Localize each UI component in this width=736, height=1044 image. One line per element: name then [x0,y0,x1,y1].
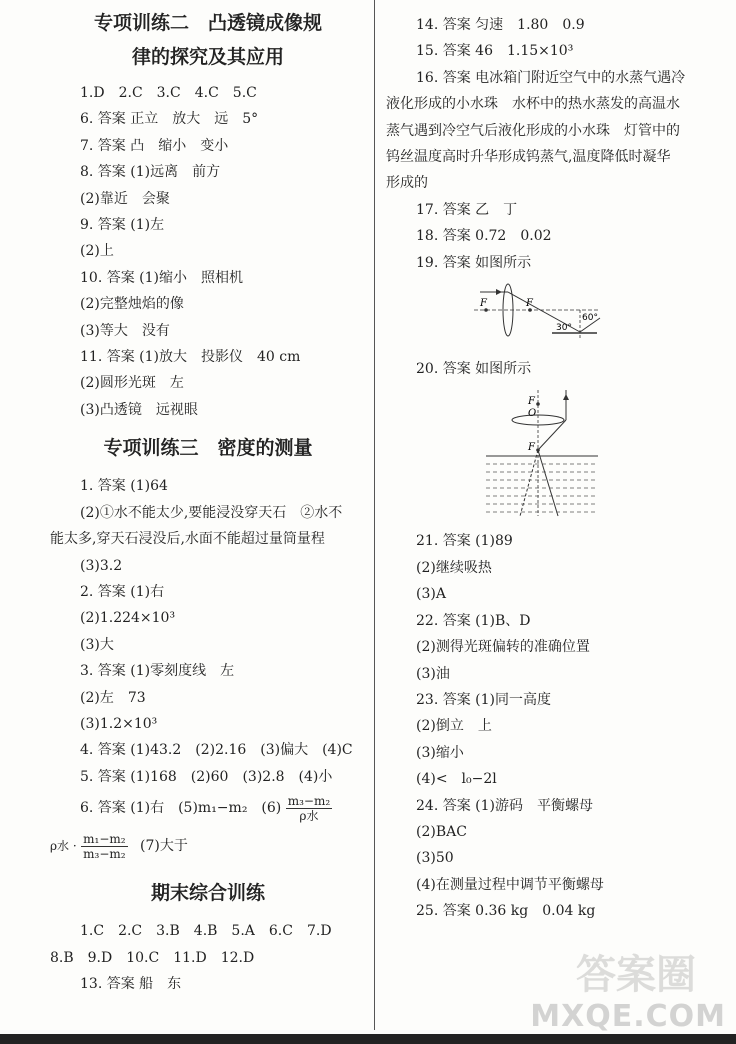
section-title-1b: 律的探究及其应用 [131,46,284,68]
section3-answers [50,918,366,997]
answer-line: (2)1.224×10³ [80,610,176,627]
answer-line: 形成的 [386,175,428,192]
answer-line: 24. 答案 (1)游码 平衡螺母 [416,797,593,814]
answer-line: 21. 答案 (1)89 [416,533,513,550]
answer-line: 25. 答案 0.36 kg 0.04 kg [416,903,596,920]
answer-line: 2. 答案 (1)右 [80,583,165,600]
answer-line: (2)BAC [416,823,467,840]
focal-label: F [526,298,533,310]
focal-label: F [528,396,535,408]
left-column [50,6,366,997]
section-title-1a: 专项训练二 凸透镜成像规 [93,12,322,34]
page-bottom-edge [0,1034,736,1044]
watermark-url: MXQE.COM [530,999,726,1034]
section-title-3: 期末综合训练 [150,882,265,905]
fraction-denominator: ρ水 [299,808,319,823]
answer-line: 20. 答案 如图所示 [416,361,532,378]
answer-line: (2)上 [80,243,114,260]
focal-label: F [480,298,487,310]
answer-line: (2)①水不能太少,要能浸没穿天石 ②水不 [80,504,343,521]
answer-line: (4)< l₀−2l [416,771,497,788]
answer-line: 16. 答案 电冰箱门附近空气中的水蒸气遇冷 [416,69,686,86]
answer-line: 10. 答案 (1)缩小 照相机 [80,269,243,286]
answer-line: 23. 答案 (1)同一高度 [416,691,551,708]
answer-line: (3)大 [80,636,114,653]
answer-line: 19. 答案 如图所示 [416,254,532,271]
fraction-numerator: m₃−m₂ [287,793,331,808]
answer-line: 6. 答案 正立 放大 远 5° [80,111,259,128]
answer-line: (2)靠近 会聚 [80,190,170,207]
answer-line: (3)缩小 [416,744,464,761]
answer-line: 1.C 2.C 3.B 4.B 5.A 6.C 7.D [80,923,332,940]
answer-line: 7. 答案 凸 缩小 变小 [80,137,229,154]
answer-line: 钨丝温度高时升华形成钨蒸气,温度降低时凝华 [386,149,671,166]
answer-line: (2)圆形光斑 左 [80,375,184,392]
answer-line: 13. 答案 船 东 [80,975,182,992]
answer-line: (2)左 73 [80,689,146,706]
answer-line: 14. 答案 匀速 1.80 0.9 [416,17,585,33]
q6-prefix: 6. 答案 (1)右 (5)m₁−m₂ (6) [80,800,282,817]
answer-line: 11. 答案 (1)放大 投影仪 40 cm [80,349,301,366]
fraction [81,832,127,861]
answer-line: (2)完整烛焰的像 [80,296,184,313]
answer-line: 液化形成的小水珠 水杯中的热水蒸发的高温水 [386,96,680,113]
angle-label: 30° [556,323,572,334]
answer-line: (2)测得光斑偏转的准确位置 [416,639,590,656]
fraction-numerator: m₁−m₂ [83,831,126,846]
answer-line: (3)等大 没有 [80,322,170,339]
section1-answers [50,80,366,423]
answer-line: 4. 答案 (1)43.2 (2)2.16 (3)偏大 (4)C [80,742,353,759]
optical-center-label: O [528,408,537,420]
answer-line: (3)1.2×10³ [80,715,158,732]
answer-line: 1. 答案 (1)64 [80,478,168,495]
watermark-logo: 答案圈 [576,952,696,998]
right-column [386,12,716,925]
column-divider [374,0,375,1030]
answer-line: 5. 答案 (1)168 (2)60 (3)2.8 (4)小 [80,768,333,785]
answer-line: 22. 答案 (1)B、D [416,612,531,629]
answer-line: (3)3.2 [80,557,123,574]
answer-line: 9. 答案 (1)左 [80,217,165,234]
section-title-2: 专项训练三 密度的测量 [103,437,313,460]
fraction-denominator: m₃−m₂ [83,846,126,861]
answer-line: 18. 答案 0.72 0.02 [416,228,552,245]
answer-line: 8. 答案 (1)远离 前方 [80,164,221,181]
answer-line: 1.D 2.C 3.C 4.C 5.C [80,85,257,101]
answer-line-q6b [50,826,366,866]
answer-line: (3)油 [416,665,450,682]
angle-label: 60° [582,313,598,324]
answer-line: 8.B 9.D 10.C 11.D 12.D [50,949,255,966]
focal-label: F [528,442,535,454]
fraction [286,794,332,823]
rho-water: ρ水 · [50,839,77,854]
answer-line: 3. 答案 (1)零刻度线 左 [80,663,235,680]
answer-line: (4)在测量过程中调节平衡螺母 [416,876,604,893]
answer-line: 能太多,穿天石浸没后,水面不能超过量筒量程 [50,531,325,548]
section2-answers [50,473,366,866]
answer-line: 蒸气遇到冷空气后液化形成的小水珠 灯管中的 [386,122,680,139]
q6-suffix: (7)大于 [140,838,188,855]
figure-20-refraction-diagram [484,390,604,520]
figure-19-lens-diagram [472,282,602,352]
answer-line-q6 [80,790,366,826]
answer-line: (3)凸透镜 远视眼 [80,401,198,418]
answer-line: (3)50 [416,850,454,867]
answer-line: (3)A [416,586,446,603]
answer-line: 17. 答案 乙 丁 [416,201,518,218]
answer-line: (2)继续吸热 [416,559,492,576]
answer-line: (2)倒立 上 [416,718,492,735]
answer-line: 15. 答案 46 1.15×10³ [416,43,574,60]
